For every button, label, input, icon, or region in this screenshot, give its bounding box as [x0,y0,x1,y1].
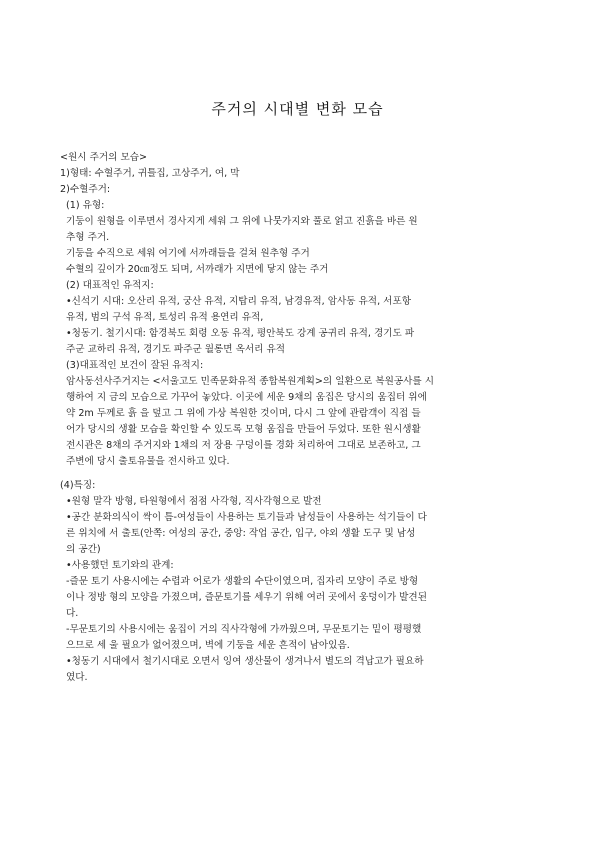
text-line: 2)수혈주거: [60,184,111,195]
text-line: 다. [66,608,79,619]
text-line: 약 2m 두께로 흙 을 덮고 그 위에 가상 복원한 것이며, 다시 그 앞에 관람객이 직접 들 [66,408,421,419]
text-line: -무문토기의 사용시에는 움집이 거의 직사각형에 가까웠으며, 무문토기는 밑이 평평했 [66,624,422,635]
text-line: (1) 유형: [66,200,105,211]
text-line: 였다. [66,672,88,683]
text-line: 주변에 당시 출토유물을 전시하고 있다. [66,456,230,467]
document-title: 주거의 시대별 변화 모습 [211,100,384,118]
text-line: 유적, 범의 구석 유적, 토성리 유적 용연리 유적, [66,312,264,323]
text-line: 암사동선사주거지는 <서울고도 민족문화유적 종합복원계획>의 일환으로 복원공사를 시 [66,376,435,387]
text-line: 전시관은 8채의 주거지와 1채의 저 장용 구덩이를 경화 처리하여 그대로 보존하고, 그 [66,440,421,451]
document-body [60,150,540,686]
text-line: 수혈의 깊이가 20㎝정도 되며, 서까래가 지면에 닿지 않는 주거 [66,264,329,275]
text-line: 어가 당시의 생활 모습을 확인할 수 있도록 모형 움집을 만들어 두었다. 또한 원시생활 [66,424,421,435]
text-line: (3)대표적인 보건이 잘된 유적지: [66,360,204,371]
text-line: •원형 말각 방형, 타원형에서 점점 사각형, 직사각형으로 발전 [66,496,322,507]
text-line: 행하여 지 금의 모습으로 가꾸어 놓았다. 이곳에 세운 9채의 움집은 당시의 움집터 위에 [66,392,427,403]
text-line: 기둥을 수직으로 세워 여기에 서까래들을 걸쳐 원추형 주거 [66,248,310,259]
text-line: <원시 주거의 모습> [60,152,148,163]
text-line: (4)특징: [60,480,96,491]
text-line: 이나 정방 형의 모양을 가졌으며, 즐문토기를 세우기 위해 여러 곳에서 웅덩이가 발견된 [66,592,427,603]
text-line: 주군 교하리 유적, 경기도 파주군 월롱면 옥서리 유적 [66,344,286,355]
text-line: 의 공간) [66,544,101,555]
text-line: •신석기 시대: 오산리 유적, 궁산 유적, 지탑리 유적, 남경유적, 암사동 유적, 서포항 [66,296,411,307]
text-line: •청동기. 철기시대: 함경북도 회령 오동 유적, 평안북도 강계 공귀리 유적, 경기도 파 [66,328,415,339]
text-line: •사용했던 토기와의 관계: [66,560,174,571]
text-line: •공간 분화의식이 싹이 틈-여성들이 사용하는 토기들과 남성들이 사용하는 석기들이 다 [66,512,427,523]
text-line: •청동기 시대에서 철기시대로 오면서 잉여 생산물이 생겨나서 별도의 격납고가 필요하 [66,656,424,667]
text-line: 기둥이 원형을 이루면서 경사지게 세워 그 위에 나뭇가지와 풀로 얽고 진흙을 바른 원 [66,216,418,227]
text-line: (2) 대표적인 유적지: [66,280,154,291]
text-line: 으므로 세 울 필요가 없어졌으며, 벽에 기둥을 세운 흔적이 남아있음. [66,640,350,651]
text-line: 른 위치에 서 출토(안쪽: 여성의 공간, 중앙: 작업 공간, 입구, 야외 생활 도구 및 남성 [66,528,416,539]
text-line: 1)형태: 수혈주거, 귀틀집, 고상주거, 여, 막 [60,168,240,179]
text-line: 추형 주거. [66,232,110,243]
text-line: -즐문 토기 사용시에는 수렵과 어로가 생활의 수단이였으며, 집자리 모양이 주로 방형 [66,576,419,587]
